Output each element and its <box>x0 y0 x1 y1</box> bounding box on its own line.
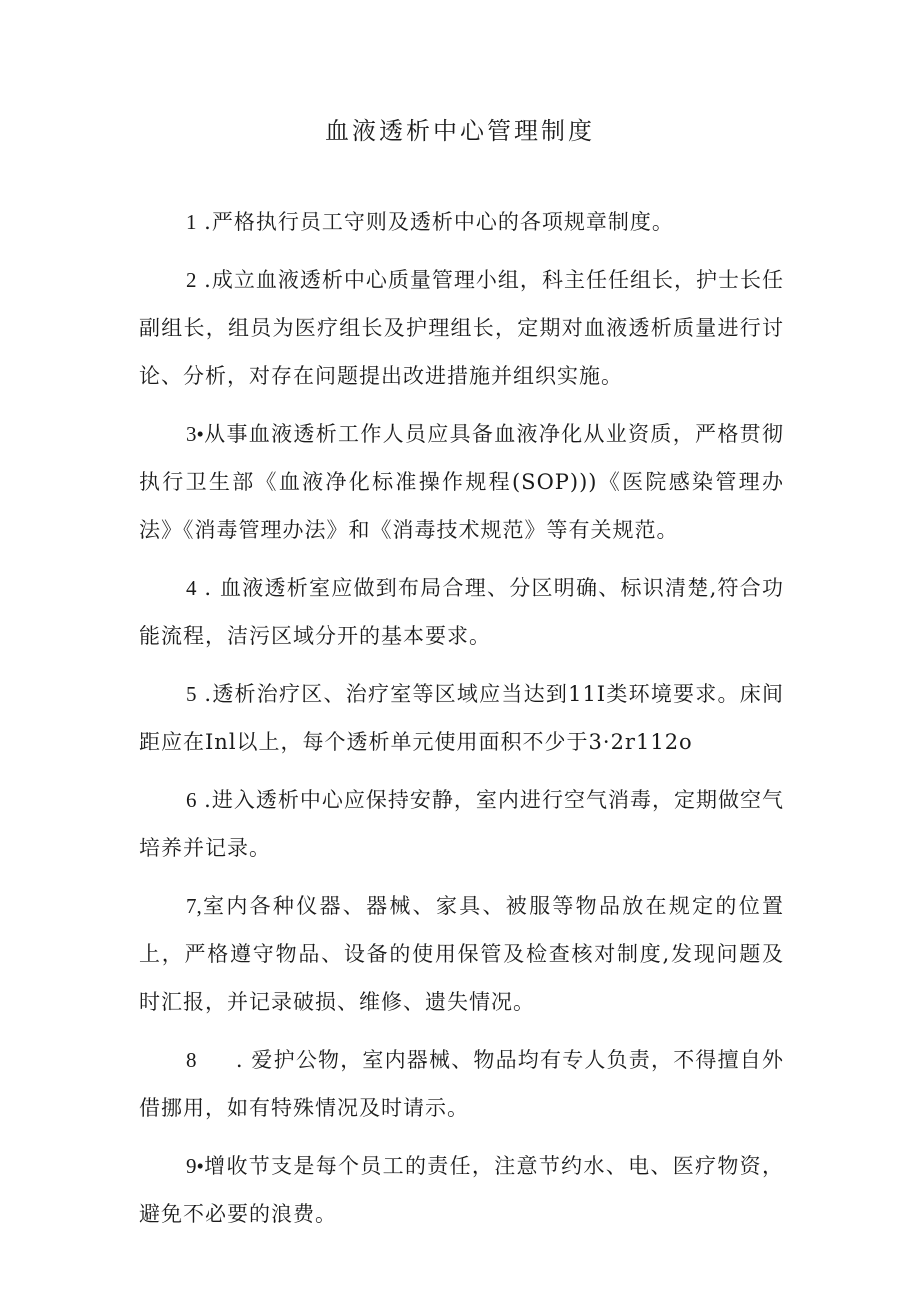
rule-number: 8 <box>186 1048 197 1072</box>
rule-item-5 <box>139 670 784 766</box>
rule-number: 1 <box>186 210 197 234</box>
rule-text: . 血液透析室应做到布局合理、分区明确、标识清楚,符合功能流程，洁污区域分开的基本要求。 <box>139 576 784 648</box>
rule-number: 5 <box>186 682 197 706</box>
rule-text: .成立血液透析中心质量管理小组，科主任任组长，护士长任副组长，组员为医疗组长及护理组长，定期对血液透析质量进行讨论、分析，对存在问题提出改进措施并组织实施。 <box>139 268 784 388</box>
rule-number: 7, <box>186 894 202 918</box>
document-body <box>139 198 784 1248</box>
rule-item-3 <box>139 410 784 554</box>
rule-item-7 <box>139 882 784 1026</box>
rule-item-9 <box>139 1142 784 1238</box>
rule-text: .透析治疗区、治疗室等区域应当达到11I类环境要求。床间距应在Inl以上，每个透析单元使用面积不少于3·2r112o <box>139 682 784 754</box>
rule-text: 从事血液透析工作人员应具备血液净化从业资质，严格贯彻执行卫生部《血液净化标准操作规程(SOP)))《医院感染管理办法》《消毒管理办法》和《消毒技术规范》等有关规范。 <box>139 422 784 542</box>
rule-number: 6 <box>186 788 197 812</box>
rule-text: 室内各种仪器、器械、家具、被服等物品放在规定的位置上，严格遵守物品、设备的使用保管及检查核对制度,发现问题及时汇报，并记录破损、维修、遗失情况。 <box>139 894 784 1014</box>
rule-text: .进入透析中心应保持安静，室内进行空气消毒，定期做空气培养并记录。 <box>139 788 784 860</box>
rule-number: 9• <box>186 1154 204 1178</box>
rule-item-1 <box>139 198 784 246</box>
rule-number: 2 <box>186 268 197 292</box>
rule-item-6 <box>139 776 784 872</box>
document-title: 血液透析中心管理制度 <box>325 117 595 145</box>
rule-text: .严格执行员工守则及透析中心的各项规章制度。 <box>196 210 674 234</box>
rule-number: 4 <box>186 576 197 600</box>
rule-text: . 爱护公物，室内器械、物品均有专人负责，不得擅自外借挪用，如有特殊情况及时请示。 <box>139 1048 784 1120</box>
rule-text: 增收节支是每个员工的责任，注意节约水、电、医疗物资，避免不必要的浪费。 <box>139 1154 784 1226</box>
rule-item-8 <box>139 1036 784 1132</box>
rule-item-4 <box>139 564 784 660</box>
rule-number: 3• <box>186 422 204 446</box>
rule-item-2 <box>139 256 784 400</box>
